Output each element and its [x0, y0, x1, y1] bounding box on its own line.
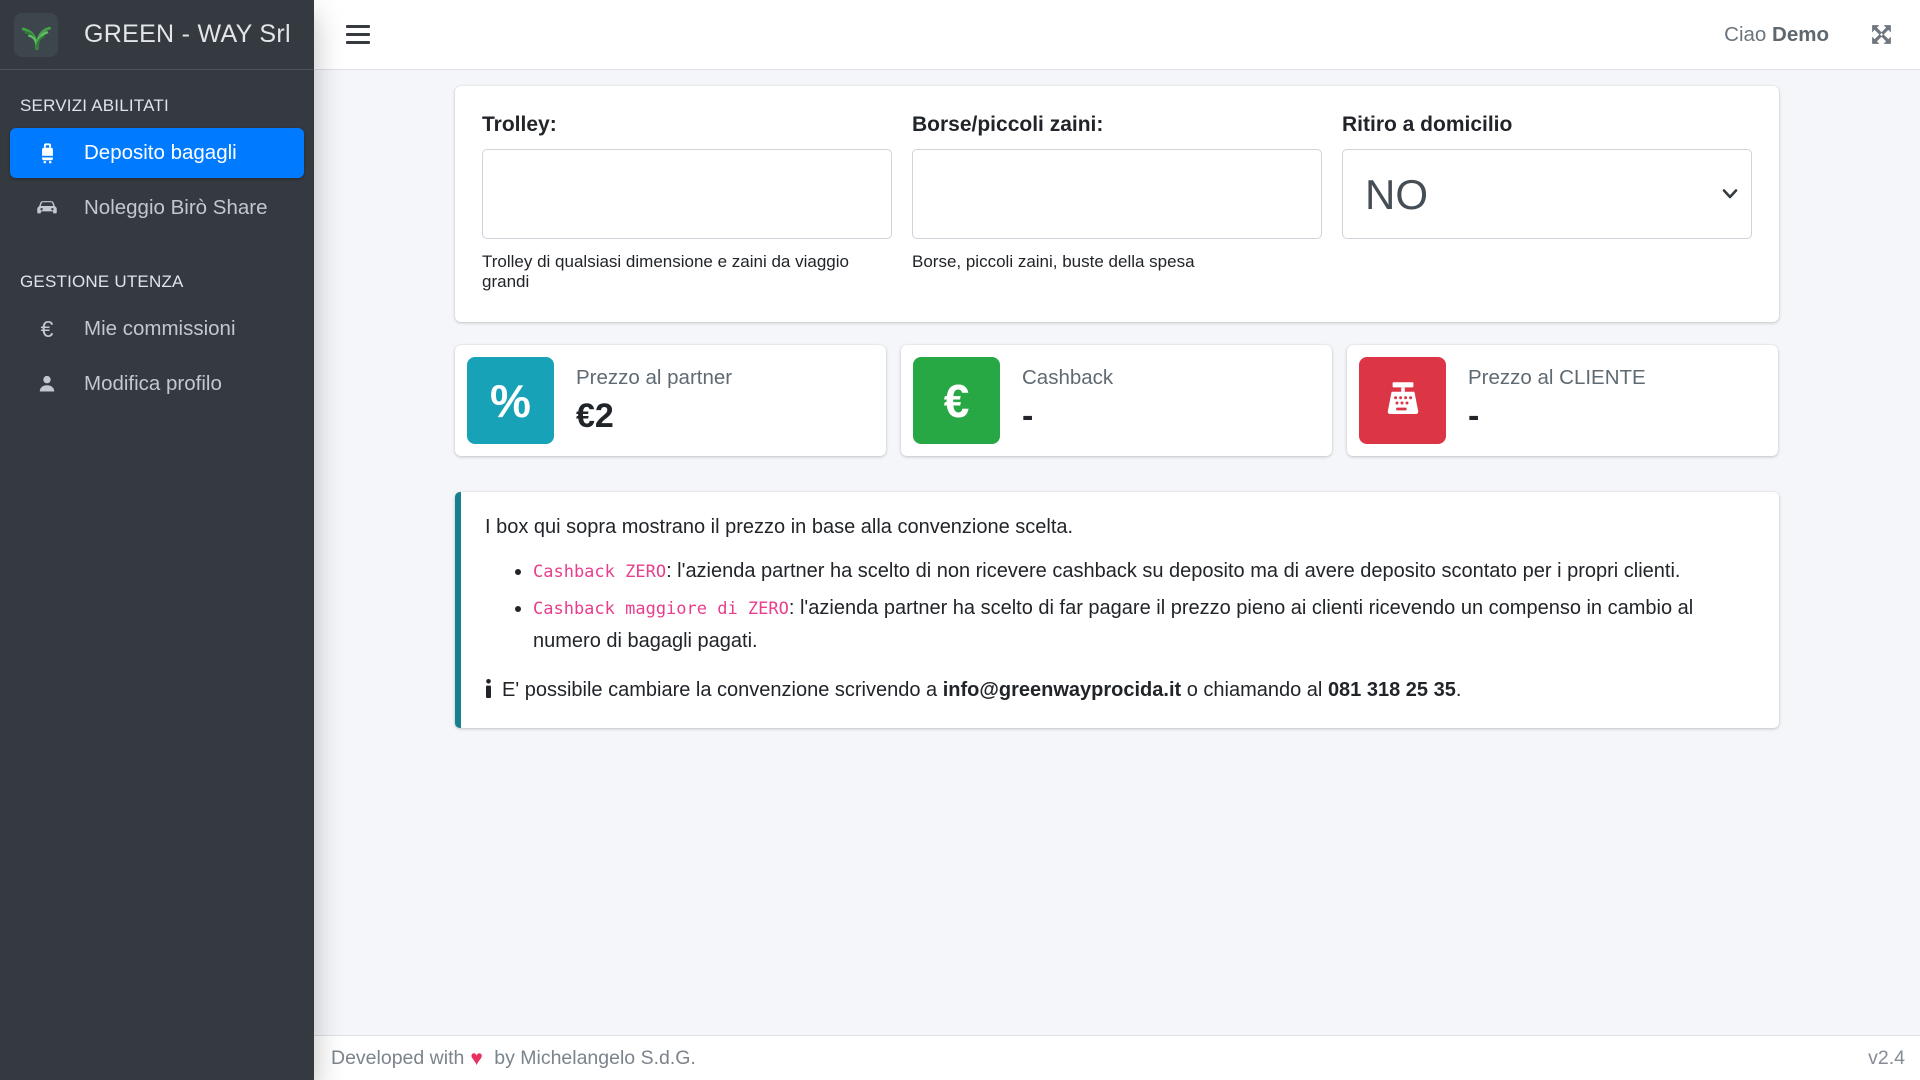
callout-intro: I box qui sopra mostrano il prezzo in base alla convenzione scelta.: [485, 516, 1074, 538]
sidebar-item-mie-commissioni[interactable]: [10, 304, 304, 354]
sidebar-item-label: Deposito bagagli: [84, 141, 237, 164]
user-icon: [10, 372, 84, 396]
stat-value: -: [1468, 397, 1480, 435]
suitcase-icon: [10, 141, 84, 166]
brand-link[interactable]: [0, 0, 314, 70]
borse-help-text: Borse, piccoli zaini, buste della spesa: [912, 252, 1195, 271]
sidebar-item-deposito-bagagli[interactable]: [10, 128, 304, 178]
car-icon: [10, 195, 84, 221]
top-navbar: [314, 0, 1920, 70]
contact-phone: 081 318 25 35: [1327, 679, 1456, 702]
ritiro-field-group: [1342, 113, 1752, 292]
trolley-label: Trolley:: [482, 113, 557, 136]
callout-bullet-cashback-zero: • Cashback ZERO: l'azienda partner ha scelto di non ricevere cashback su deposito ma di avere deposito scontato per i propri clienti.: [533, 555, 1751, 587]
hamburger-icon[interactable]: [342, 19, 374, 50]
sidebar-nav: [0, 70, 314, 424]
nav-section-gestione: GESTIONE UTENZA: [20, 272, 184, 291]
fullscreen-expand-icon[interactable]: [1869, 22, 1894, 47]
user-greeting: Ciao Demo: [1724, 22, 1829, 46]
sidebar-item-label: Mie commissioni: [84, 317, 236, 340]
sidebar-item-modifica-profilo[interactable]: [10, 359, 304, 409]
stat-title: Cashback: [1022, 366, 1114, 389]
stat-title: Prezzo al partner: [576, 366, 733, 389]
stats-row: [455, 345, 1779, 456]
borse-input[interactable]: [912, 149, 1322, 239]
brand-title: GREEN - WAY Srl: [84, 20, 291, 48]
code-cashback-zero: Cashback ZERO: [533, 562, 667, 582]
convention-info-callout: [455, 492, 1779, 728]
callout-bullet-list: [485, 555, 1751, 657]
pricing-form-card: [455, 86, 1779, 322]
info-icon: [485, 679, 492, 704]
main-area: [314, 0, 1920, 1080]
nav-section-servizi: SERVIZI ABILITATI: [20, 96, 169, 115]
stat-value: €2: [576, 397, 614, 435]
stat-card-prezzo-cliente: [1347, 345, 1778, 456]
stat-card-cashback: [901, 345, 1332, 456]
page-footer: [314, 1035, 1920, 1080]
contact-note: E' possibile cambiare la convenzione scrivendo a info@greenwayprocida.it o chiamando al 081 318 25 35.: [485, 677, 1751, 702]
stat-title: Prezzo al CLIENTE: [1468, 366, 1646, 389]
code-cashback-maggiore: Cashback maggiore di ZERO: [533, 599, 789, 620]
trolley-help-text: Trolley di qualsiasi dimensione e zaini da viaggio grandi: [482, 252, 849, 291]
contact-email: info@greenwayprocida.it: [942, 679, 1182, 702]
app-version: v2.4: [1868, 1046, 1905, 1069]
sidebar: [0, 0, 314, 1080]
sidebar-item-noleggio-biro[interactable]: [10, 183, 304, 233]
stat-card-prezzo-partner: [455, 345, 886, 456]
euro-icon: €: [913, 357, 1000, 444]
percent-icon: %: [467, 357, 554, 444]
page-content: [314, 70, 1920, 1035]
stat-value: -: [1022, 397, 1034, 435]
trolley-input[interactable]: [482, 149, 892, 239]
euro-icon: €: [40, 315, 54, 342]
user-name: Demo: [1772, 22, 1829, 46]
ritiro-label: Ritiro a domicilio: [1342, 113, 1513, 136]
borse-field-group: [912, 113, 1322, 292]
tree-logo-icon: [14, 13, 58, 57]
trolley-field-group: [482, 113, 892, 292]
callout-bullet-cashback-maggiore: • Cashback maggiore di ZERO: l'azienda partner ha scelto di far pagare il prezzo pieno ai clienti ricevendo un compenso in cambio al numero di bagagli pagati.: [533, 592, 1751, 657]
cash-register-icon: [1359, 357, 1446, 444]
ritiro-select[interactable]: [1342, 149, 1752, 239]
sidebar-item-label: Modifica profilo: [84, 372, 222, 395]
sidebar-item-label: Noleggio Birò Share: [84, 196, 268, 219]
footer-credit: Developed with ♥ by Michelangelo S.d.G.: [331, 1047, 696, 1070]
heart-icon: ♥: [470, 1047, 483, 1070]
borse-label: Borse/piccoli zaini:: [912, 113, 1104, 136]
